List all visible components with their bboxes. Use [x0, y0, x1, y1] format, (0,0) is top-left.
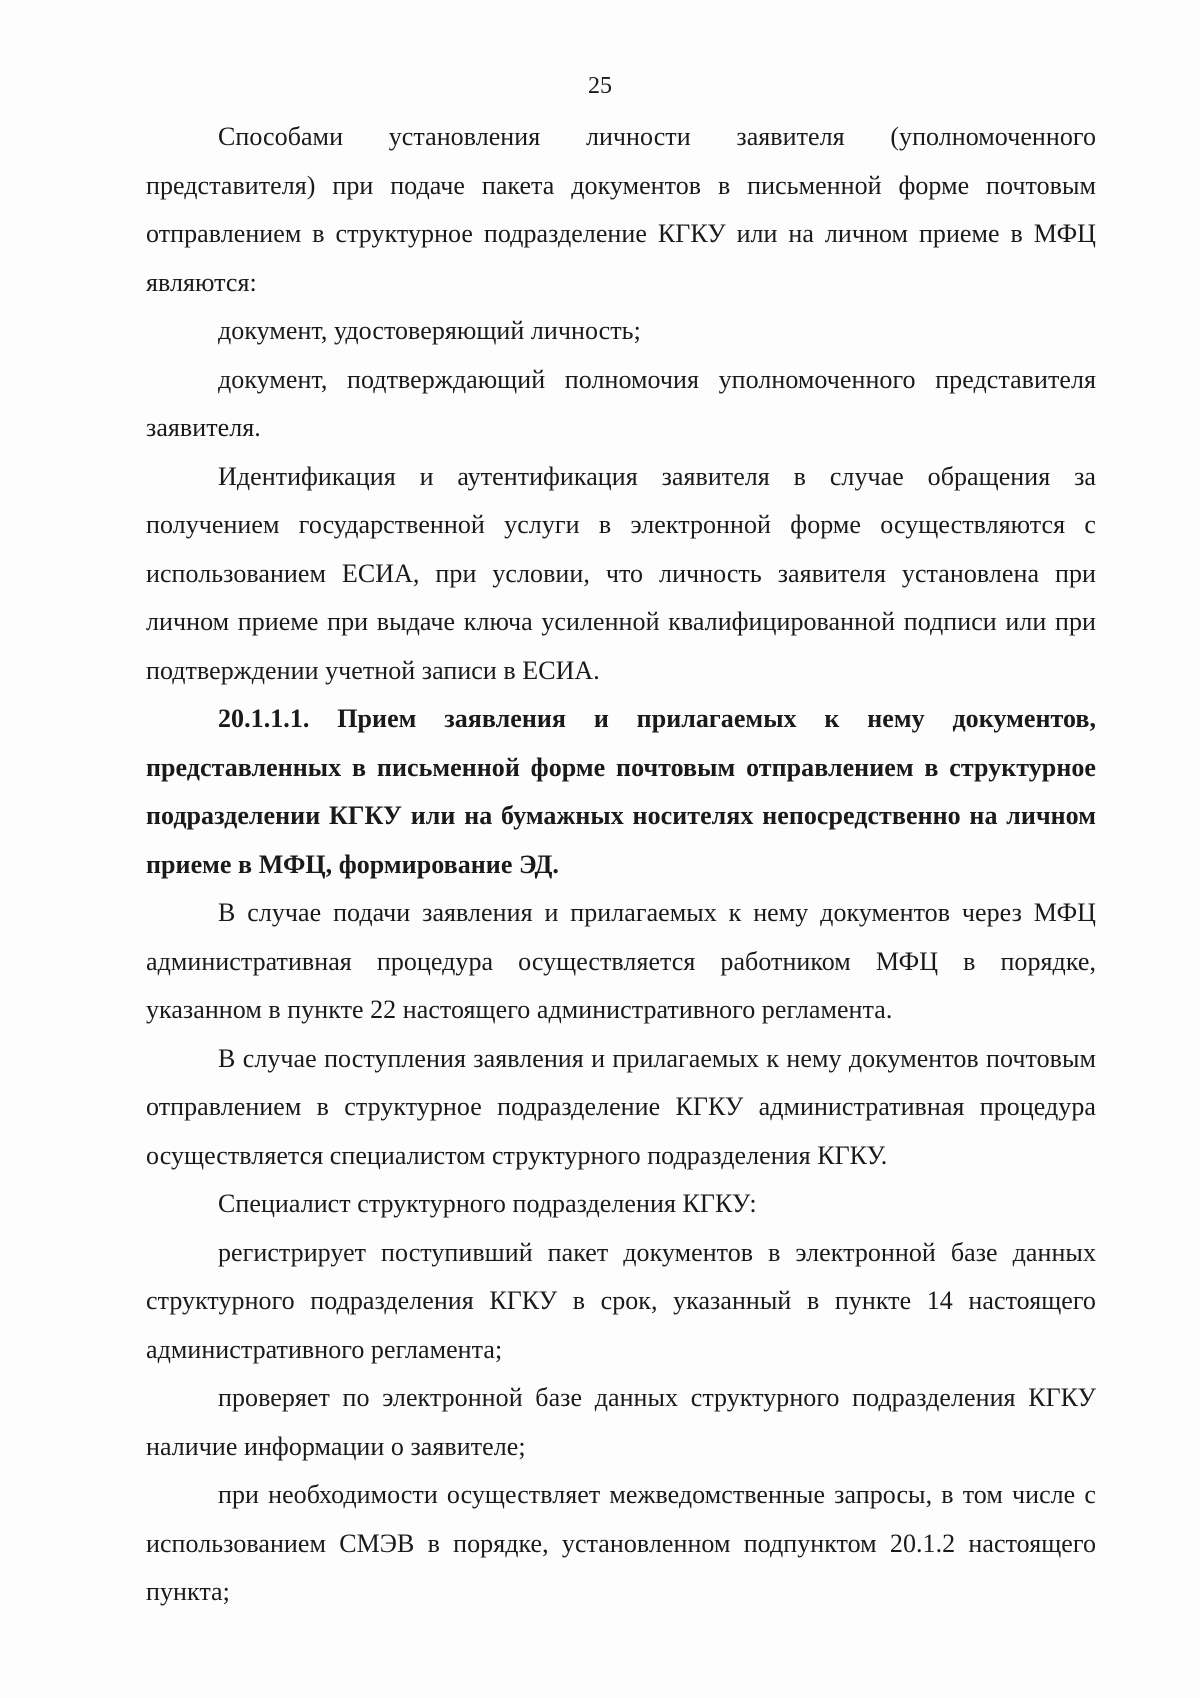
paragraph-specialist-intro: Специалист структурного подразделения КГКУ:: [218, 1189, 757, 1218]
paragraph-registers-package: регистрирует поступивший пакет документов в электронной базе данных структурного подразделения КГКУ в срок, указанный в пункте 14 настоящего административного регламента;: [146, 1237, 1096, 1364]
paragraph-authority-document: документ, подтверждающий полномочия уполномоченного представителя заявителя.: [146, 364, 1096, 442]
paragraph-postal-procedure: В случае поступления заявления и прилагаемых к нему документов почтовым отправлением в структурное подразделение КГКУ административная процедура осуществляется специалистом структурного подразделения КГКУ.: [146, 1043, 1096, 1170]
page-number: 25: [588, 73, 612, 99]
document-body: [146, 113, 1096, 1617]
section-heading-20-1-1-1: 20.1.1.1. Прием заявления и прилагаемых к нему документов, представленных в письменной форме почтовым отправлением в структурное подразделении КГКУ или на бумажных носителях непосредственно на личном приеме в МФЦ, формирование ЭД.: [146, 704, 1096, 879]
paragraph-identification-methods: Способами установления личности заявителя (уполномоченного представителя) при подаче пакета документов в письменной форме почтовым отправлением в структурное подразделение КГКУ или на личном приеме в МФЦ являются:: [146, 122, 1096, 297]
paragraph-checks-database: проверяет по электронной базе данных структурного подразделения КГКУ наличие информации о заявителе;: [146, 1383, 1096, 1461]
paragraph-esia-authentication: Идентификация и аутентификация заявителя в случае обращения за получением государственной услуги в электронной форме осуществляются с использованием ЕСИА, при условии, что личность заявителя установлена при личном приеме при выдаче ключа усиленной квалифицированной подписи или при подтверждении учетной записи в ЕСИА.: [146, 461, 1096, 685]
paragraph-mfc-procedure: В случае подачи заявления и прилагаемых к нему документов через МФЦ административная процедура осуществляется работником МФЦ в порядке, указанном в пункте 22 настоящего административного регламента.: [146, 898, 1096, 1024]
paragraph-interagency-requests: при необходимости осуществляет межведомственные запросы, в том числе с использованием СМЭВ в порядке, установленном подпунктом 20.1.2 настоящего пункта;: [146, 1480, 1096, 1606]
paragraph-identity-document: документ, удостоверяющий личность;: [218, 316, 641, 345]
